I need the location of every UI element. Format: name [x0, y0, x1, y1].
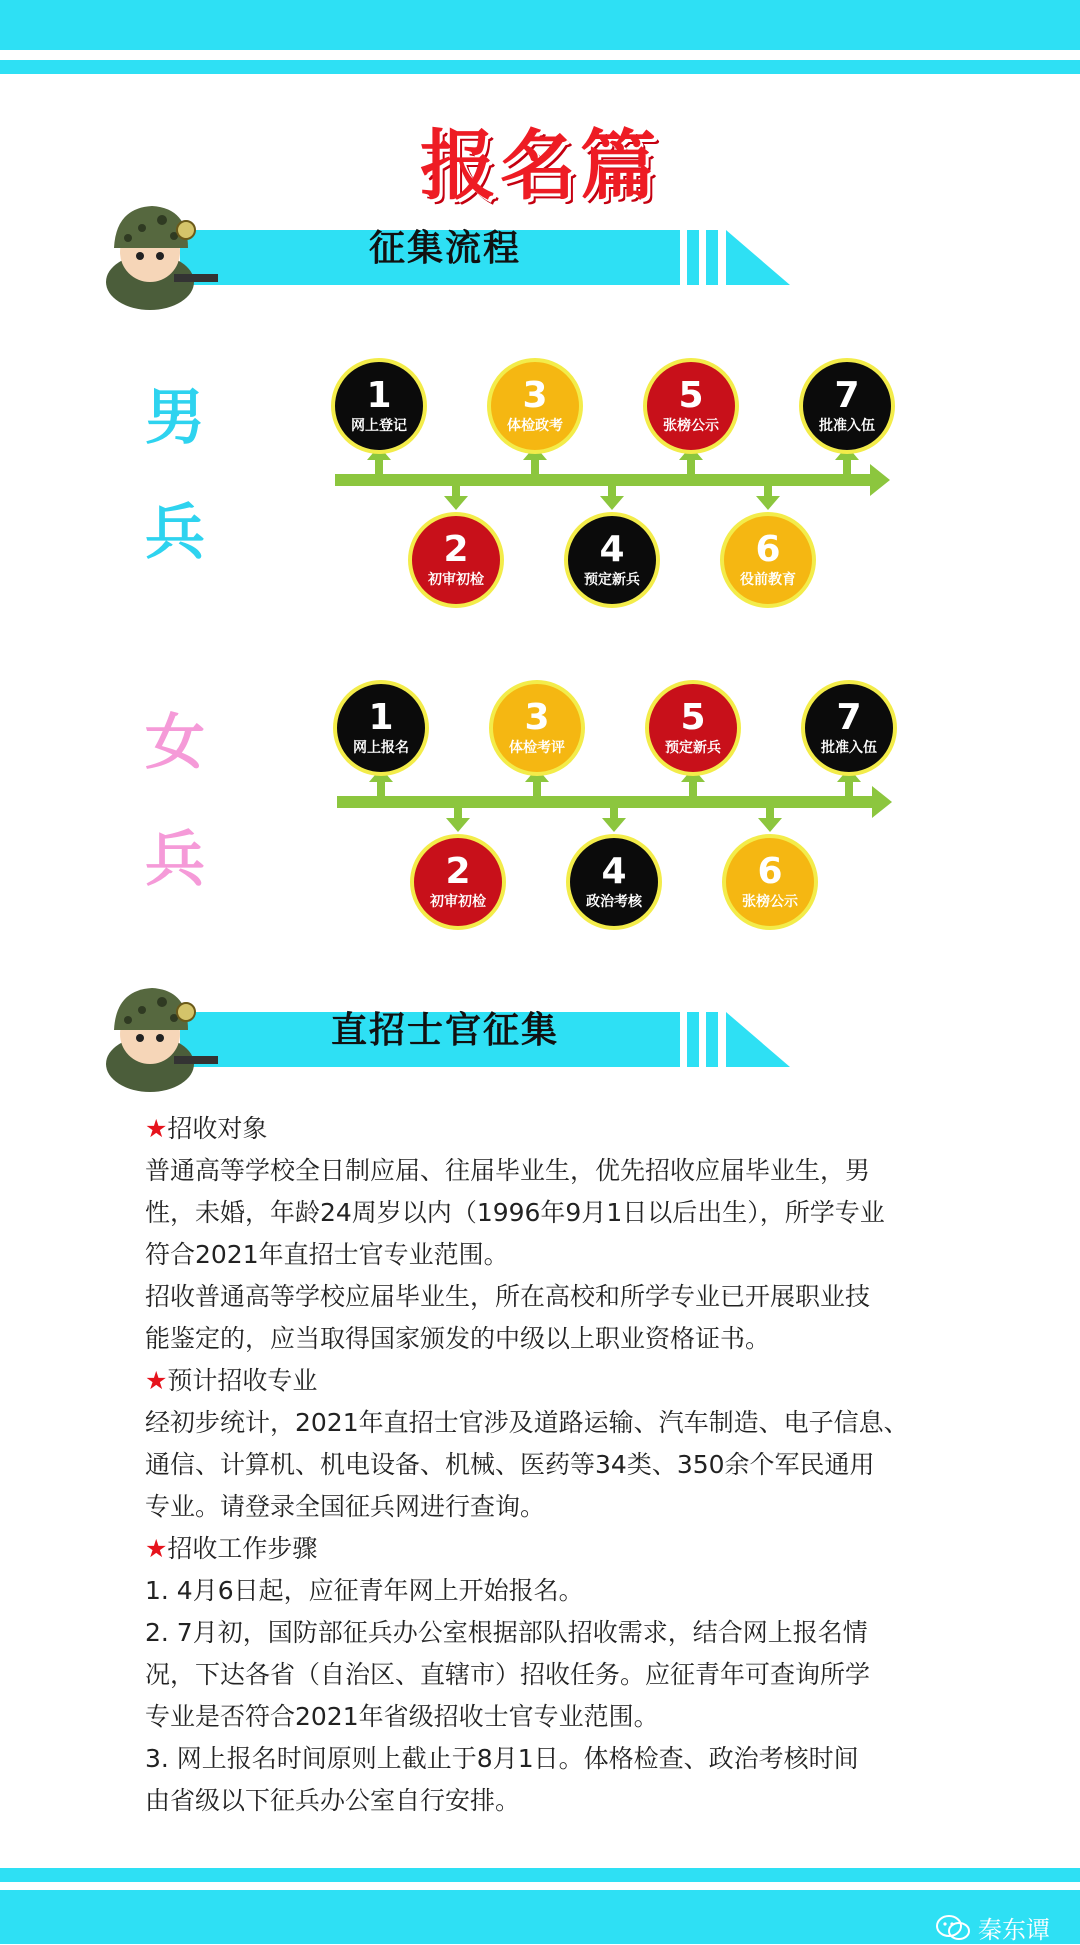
female-step-3: 3 体检考评 — [489, 680, 585, 776]
paragraph-line: 能鉴定的，应当取得国家颁发的中级以上职业资格证书。 — [145, 1324, 771, 1353]
direct-recruit-content — [145, 1108, 965, 1822]
top-band-thin — [0, 60, 1080, 74]
female-char-1: 女 — [145, 708, 205, 778]
watermark-text: 秦东谭 — [978, 1916, 1050, 1944]
male-step-1: 1 网上登记 — [331, 358, 427, 454]
male-char-2: 兵 — [145, 498, 205, 568]
paragraph-line: 符合2021年直招士官专业范围。 — [145, 1240, 509, 1269]
section-banner-direct — [90, 972, 810, 1092]
male-step-7: 7 批准入伍 — [799, 358, 895, 454]
male-step-6: 6 役前教育 — [720, 512, 816, 608]
female-step-1: 1 网上报名 — [333, 680, 429, 776]
paragraph-line: 性，未婚，年龄24周岁以内（1996年9月1日以后出生），所学专业 — [145, 1198, 885, 1227]
heading-recruit-target: ★招收对象 — [145, 1114, 268, 1143]
bottom-band-thick — [0, 1890, 1080, 1944]
section-title-process: 征集流程 — [368, 227, 521, 269]
star-icon: ★ — [145, 1534, 168, 1563]
paragraph-line: 普通高等学校全日制应届、往届毕业生，优先招收应届毕业生，男 — [145, 1156, 871, 1185]
male-step-4: 4 预定新兵 — [564, 512, 660, 608]
female-char-2: 兵 — [145, 825, 205, 895]
paragraph-line: 2. 7月初，国防部征兵办公室根据部队招收需求，结合网上报名情 — [145, 1618, 868, 1647]
paragraph-line: 由省级以下征兵办公室自行安排。 — [145, 1786, 521, 1815]
paragraph-line: 专业。请登录全国征兵网进行查询。 — [145, 1492, 546, 1521]
female-step-7: 7 批准入伍 — [801, 680, 897, 776]
paragraph-line: 通信、计算机、机电设备、机械、医药等34类、350余个军民通用 — [145, 1450, 875, 1479]
female-step-5: 5 预定新兵 — [645, 680, 741, 776]
paragraph-line: 3. 网上报名时间原则上截止于8月1日。体格检查、政治考核时间 — [145, 1744, 859, 1773]
paragraph-line: 况，下达各省（自治区、直辖市）招收任务。应征青年可查询所学 — [145, 1660, 871, 1689]
page-title: 报名篇 — [420, 121, 660, 210]
male-step-3: 3 体检政考 — [487, 358, 583, 454]
watermark — [936, 1910, 1050, 1945]
heading-work-steps: ★招收工作步骤 — [145, 1534, 318, 1563]
section-banner-process — [90, 190, 810, 310]
paragraph-line: 招收普通高等学校应届毕业生，所在高校和所学专业已开展职业技 — [145, 1282, 871, 1311]
star-icon: ★ — [145, 1114, 168, 1143]
male-step-5: 5 张榜公示 — [643, 358, 739, 454]
bottom-band-thin — [0, 1868, 1080, 1882]
section-title-direct: 直招士官征集 — [330, 1009, 559, 1051]
male-step-2: 2 初审初检 — [408, 512, 504, 608]
paragraph-line: 1. 4月6日起，应征青年网上开始报名。 — [145, 1576, 584, 1605]
paragraph-line: 专业是否符合2021年省级招收士官专业范围。 — [145, 1702, 659, 1731]
female-step-6: 6 张榜公示 — [722, 834, 818, 930]
paragraph-line: 经初步统计，2021年直招士官涉及道路运输、汽车制造、电子信息、 — [145, 1408, 909, 1437]
heading-majors: ★预计招收专业 — [145, 1366, 318, 1395]
female-step-4: 4 政治考核 — [566, 834, 662, 930]
top-band-thick — [0, 0, 1080, 50]
female-step-2: 2 初审初检 — [410, 834, 506, 930]
wechat-icon — [936, 1914, 970, 1942]
male-char-1: 男 — [145, 383, 205, 453]
star-icon: ★ — [145, 1366, 168, 1395]
